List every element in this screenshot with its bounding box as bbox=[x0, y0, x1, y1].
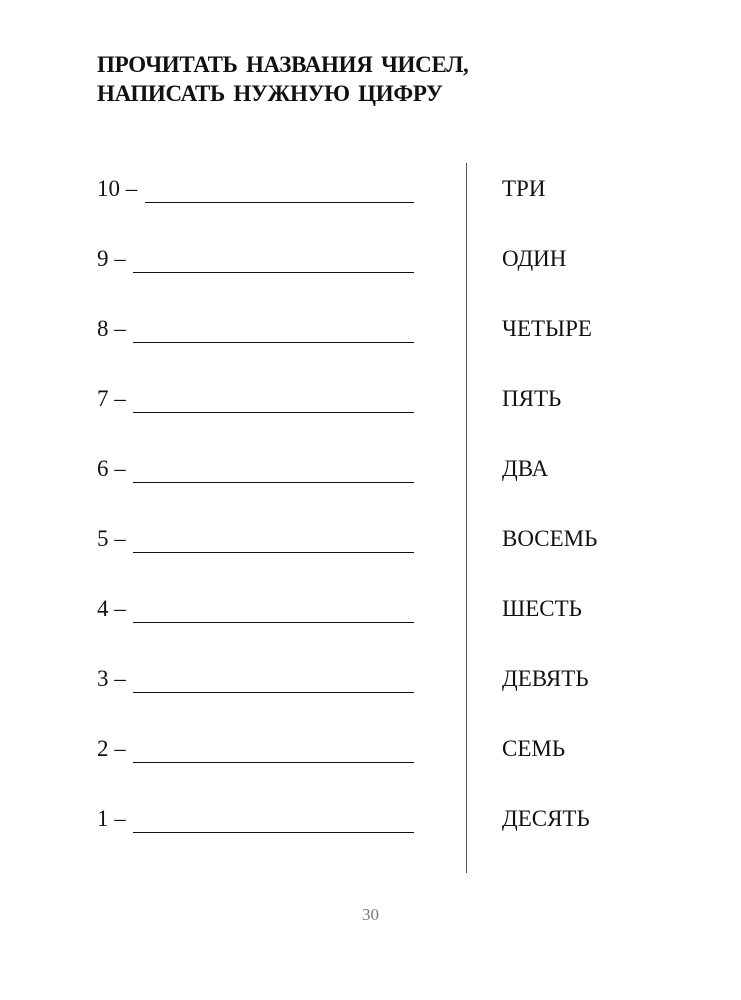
number-word: ЧЕТЫРЕ bbox=[502, 316, 592, 341]
number-word: ВОСЕМЬ bbox=[502, 526, 598, 551]
answer-blank[interactable] bbox=[133, 412, 414, 413]
answer-row bbox=[97, 383, 417, 453]
answer-row bbox=[97, 173, 417, 243]
number-word: ПЯТЬ bbox=[502, 386, 562, 411]
number-word: ДЕВЯТЬ bbox=[502, 666, 589, 691]
number-words-column bbox=[502, 173, 597, 873]
answer-blank[interactable] bbox=[133, 342, 414, 343]
answer-row bbox=[97, 593, 417, 663]
number-label: 9 – bbox=[97, 246, 126, 271]
answer-blank[interactable] bbox=[133, 272, 414, 273]
number-word: ДЕСЯТЬ bbox=[502, 806, 590, 831]
number-label: 2 – bbox=[97, 736, 126, 761]
number-word: ШЕСТЬ bbox=[502, 596, 582, 621]
answer-blank[interactable] bbox=[133, 832, 414, 833]
title-line-1: ПРОЧИТАТЬ НАЗВАНИЯ ЧИСЕЛ, bbox=[97, 52, 469, 77]
answer-row bbox=[97, 803, 417, 873]
answer-row bbox=[97, 663, 417, 733]
answer-blank[interactable] bbox=[133, 482, 414, 483]
number-word: ОДИН bbox=[502, 246, 567, 271]
page-title bbox=[97, 50, 469, 108]
answer-blank[interactable] bbox=[133, 552, 414, 553]
number-label: 4 – bbox=[97, 596, 126, 621]
number-label: 7 – bbox=[97, 386, 126, 411]
number-label: 1 – bbox=[97, 806, 126, 831]
number-label: 3 – bbox=[97, 666, 126, 691]
number-label: 10 – bbox=[97, 176, 138, 201]
answer-row bbox=[97, 453, 417, 523]
answer-row bbox=[97, 243, 417, 313]
answer-blank[interactable] bbox=[133, 762, 414, 763]
number-label: 6 – bbox=[97, 456, 126, 481]
answer-row bbox=[97, 733, 417, 803]
answer-row bbox=[97, 313, 417, 383]
number-word: ДВА bbox=[502, 456, 549, 481]
answer-blank[interactable] bbox=[145, 202, 414, 203]
page-number: 30 bbox=[362, 905, 379, 924]
number-label: 5 – bbox=[97, 526, 126, 551]
number-word: СЕМЬ bbox=[502, 736, 566, 761]
answer-blank[interactable] bbox=[133, 692, 414, 693]
column-divider bbox=[466, 163, 467, 873]
title-line-2: НАПИСАТЬ НУЖНУЮ ЦИФРУ bbox=[97, 81, 443, 106]
answer-blank[interactable] bbox=[133, 622, 414, 623]
answer-column bbox=[97, 173, 417, 873]
number-label: 8 – bbox=[97, 316, 126, 341]
answer-row bbox=[97, 523, 417, 593]
number-word: ТРИ bbox=[502, 176, 546, 201]
